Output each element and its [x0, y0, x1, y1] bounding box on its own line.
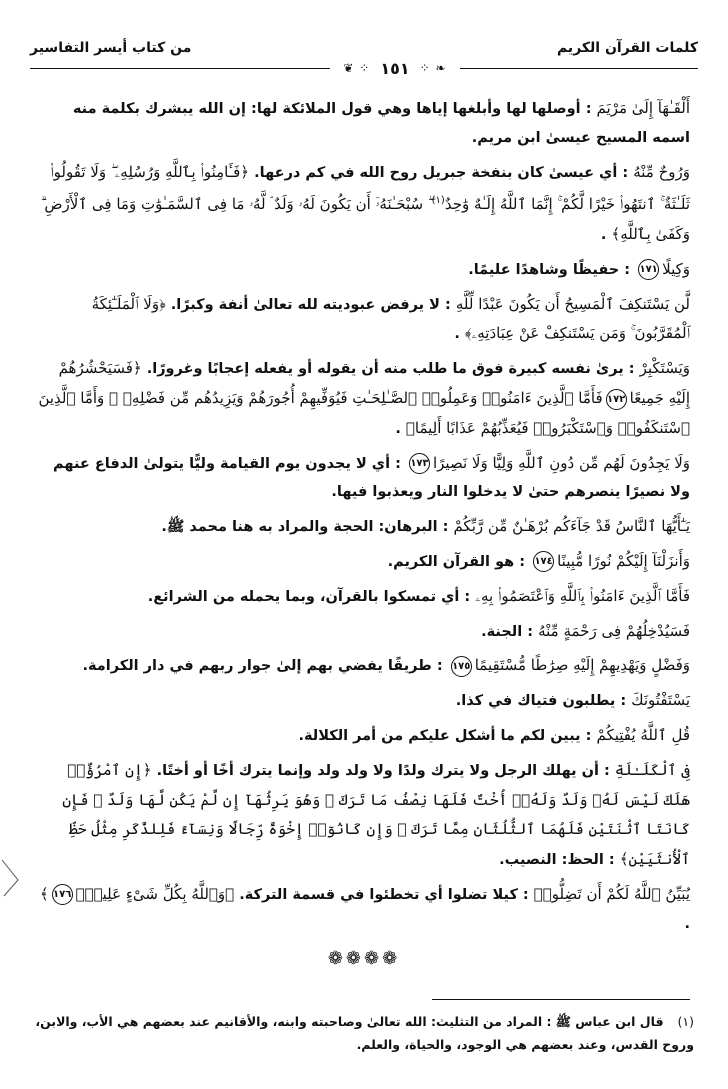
gloss-entry	[38, 547, 690, 577]
gloss-entry	[38, 617, 690, 647]
footnote-number: (١)	[677, 1014, 694, 1029]
explanation-text: : البرهان: الحجة والمراد به هنا محمد ﷺ.	[161, 519, 454, 536]
ornament-left: ❦ ⁘	[343, 61, 371, 75]
quran-text: وَيَسْتَكْبِرْ	[639, 359, 690, 378]
gloss-entry	[38, 512, 690, 542]
explanation-text: : أي لا يجدون يوم القيامة وليًّا يتولىٰ الدفاع عنهم ولا نصيرًا ينصرهم حتىٰ لا يدخلوا النار ويعذبوا فيها.	[53, 455, 690, 501]
explanation-text: : يبين لكم ما أشكل عليكم من أمر الكلالة.	[298, 727, 597, 744]
explanation-text: .	[600, 227, 612, 244]
explanation-text: : طريقًا يفضي بهم إلىٰ جوار ربهم في دار الكرامة.	[82, 658, 448, 675]
quran-text: فِى ٱلْكَلَـٰلَةِ	[614, 760, 690, 779]
gloss-entry	[38, 721, 690, 751]
quran-text: ﴿إِنِ ٱمْرُؤٌا۟ هَلَكَ لَيْسَ لَهُۥ وَلَدٌ وَلَهُۥٓ أُخْتٌ فَلَهَا نِصْفُ مَا تَرَكَ ۚ وَهُوَ يَرِثُهَآ إِن لَّمْ يَكُن لَّهَا وَلَدٌ ۚ فَإِن كَانَتَا ٱثْنَتَيْنِ فَلَهُمَا ٱلثُّلُثَانِ مِمَّا تَرَكَ ۚ وَإِن كَانُوٓا۟ إِخْوَةً رِّجَالًا وَنِسَآءً فَلِلذَّكَرِ مِثْلُ حَظِّ ٱلْأُنثَيَيْنِ﴾	[62, 760, 690, 869]
explanation-text: : يرىٰ نفسه كبيرة فوق ما طلب منه أن يقوله أو يفعله إعجابًا وغرورًا.	[141, 361, 640, 378]
quran-text: يَـٰٓأَيُّهَا ٱلنَّاسُ قَدْ جَآءَكُم بُرْهَـٰنٌ مِّن رَّبِّكُمْ	[453, 517, 690, 536]
verse-number-mark: ١٧٤	[533, 551, 554, 572]
explanation-text: : أوصلها لها وأبلغها إياها وهي قول الملائكة لها: إن الله يبشرك بكلمة منه اسمه المسيح عيسىٰ ابن مريم.	[72, 101, 690, 146]
section-divider: ❁❁❁❁	[327, 948, 401, 969]
gloss-entry	[38, 449, 690, 508]
gloss-entry	[38, 158, 690, 250]
running-title-left: من كتاب أيسر التفاسير	[30, 40, 192, 56]
gloss-entry	[38, 686, 690, 716]
verse-number-mark: ١٧١	[638, 259, 659, 280]
quran-text: ﴿فَـَٔامِنُوا۟ بِٱللَّهِ وَرُسُلِهِۦ ۖ وَلَا تَقُولُوا۟ ثَلَـٰثَةٌ ۚ ٱنتَهُوا۟ خَيْرًا لَّكُمْ ۚ إِنَّمَا ٱللَّهُ إِلَـٰهٌ وَٰحِدٌ	[50, 162, 690, 214]
quran-text: قُلِ ٱللَّهُ يُفْتِيكُمْ	[596, 725, 690, 744]
footnote	[34, 1010, 694, 1056]
page-header	[30, 30, 698, 86]
quran-text: ﴿وَلَا ٱلْمَلَـٰٓئِكَةُ ٱلْمُقَرَّبُونَ ۚ وَمَن يَسْتَنكِفْ عَنْ عِبَادَتِهِۦ﴾	[91, 294, 690, 343]
gloss-entry	[38, 94, 690, 153]
gloss-entry	[38, 582, 690, 612]
quran-text: ﴾	[39, 884, 49, 903]
explanation-text: : الحظ: النصيب.	[499, 852, 620, 869]
gloss-entry	[38, 354, 690, 443]
quran-text: فَأَمَّا ٱلَّذِينَ ءَامَنُوا۟ وَعَمِلُوا۟ ٱلصَّـٰلِحَـٰتِ فَيُوَفِّيهِمْ أُجُورَهُمْ وَيَزِيدُهُم مِّن فَضْلِهِۦ ۖ وَأَمَّا ٱلَّذِينَ ٱسْتَنكَفُوا۟ وَٱسْتَكْبَرُوا۟ فَيُعَذِّبُهُمْ عَذَابًا أَلِيمًا﴾	[38, 389, 690, 437]
margin-scribble-mark	[0, 858, 30, 898]
explanation-text: : الجنة.	[481, 623, 539, 640]
explanation-text: : يطلبون فتياك في كذا.	[455, 693, 632, 710]
quran-text: ۖ سُبْحَـٰنَهُۥٓ أَن يَكُونَ لَهُۥ وَلَدٌ ۘ لَّهُۥ مَا فِى ٱلسَّمَـٰوَٰتِ وَمَا فِى ٱلْأَرْضِ ۗ وَكَفَىٰ بِٱللَّهِ﴾	[40, 195, 690, 244]
running-title-right: كلمات القرآن الكريم	[556, 40, 698, 56]
gloss-entry	[38, 255, 690, 285]
gloss-entry	[38, 651, 690, 681]
explanation-text: .	[395, 420, 406, 437]
footnote-reference: (١)	[431, 195, 445, 207]
footnote-rule	[432, 999, 690, 1000]
ornament-right: ⁘ ❧	[419, 61, 447, 75]
explanation-text: : أي تمسكوا بالقرآن، وبما يحمله من الشرائع.	[147, 588, 476, 605]
explanation-text: .	[684, 915, 690, 932]
quran-text: يَسْتَفْتُونَكَ	[631, 691, 690, 710]
explanation-text: .	[454, 326, 465, 343]
gloss-entry	[38, 880, 690, 939]
explanation-text: : كيلا تضلوا أي تخطئوا في قسمة التركة.	[234, 886, 534, 903]
quran-text: وَفَضْلٍ وَيَهْدِيهِمْ إِلَيْهِ صِرَٰطًا مُّسْتَقِيمًا	[474, 656, 690, 675]
gloss-entry	[38, 756, 690, 875]
quran-text: فَسَيُدْخِلُهُمْ فِى رَحْمَةٍ مِّنْهُ	[538, 621, 690, 640]
explanation-text: : أي عيسىٰ كان بنفخة جبريل روح الله في كم درعها.	[249, 164, 634, 181]
quran-text: وَأَنزَلْنَآ إِلَيْكُمْ نُورًا مُّبِينًا	[557, 551, 690, 570]
explanation-text: : حفيظًا وشاهدًا عليمًا.	[468, 261, 636, 278]
quran-text: يُبَيِّنُ ٱللَّهُ لَكُمْ أَن تَضِلُّوا۟	[533, 884, 690, 903]
verse-number-mark: ١٧٦	[52, 884, 73, 905]
header-ornament	[330, 59, 460, 77]
quran-text: فَأَمَّا ٱلَّذِينَ ءَامَنُوا۟ بِٱللَّهِ وَٱعْتَصَمُوا۟ بِهِۦ	[475, 586, 690, 605]
verse-number-mark: ١٧٢	[606, 389, 627, 410]
quran-text: وَلَا يَجِدُونَ لَهُم مِّن دُونِ ٱللَّهِ وَلِيًّا وَلَا نَصِيرًا	[432, 453, 690, 472]
quran-text: أَلْقَـٰهَآ إِلَىٰ مَرْيَمَ	[596, 99, 690, 117]
footnote-text: قال ابن عباس ﷺ : المراد من التثليث: الله تعالىٰ وصاحبته وابنه، والأقانيم عند بعضهم هي الأب، والابن، وروح القدس، وعند بعضهم هي الوجود، والحياة، والعلم.	[35, 1014, 694, 1052]
explanation-text: : هو القرآن الكريم.	[387, 553, 531, 570]
verse-number-mark: ١٧٥	[451, 656, 472, 677]
quran-text: وَكِيلًا	[662, 259, 690, 278]
gloss-entry	[38, 290, 690, 350]
page-number: ١٥١	[380, 58, 410, 78]
quran-text: لَّن يَسْتَنكِفَ ٱلْمَسِيحُ أَن يَكُونَ عَبْدًا لِّلَّهِ	[455, 294, 690, 313]
quran-text: ﴿فَسَيَحْشُرُهُمْ إِلَيْهِ جَمِيعًا	[58, 359, 690, 407]
page-body	[38, 94, 690, 944]
quran-text: وَرُوحٌ مِّنْهُ	[633, 162, 690, 181]
quran-text: ﴿وَٱللَّهُ بِكُلِّ شَىْءٍ عَلِيمٌۢ	[75, 884, 235, 903]
explanation-text: : أن يهلك الرجل ولا يترك ولدًا ولا ولد ولد وإنما يترك أخًا أو أختًا.	[151, 762, 615, 779]
explanation-text: : لا يرفض عبوديته لله تعالىٰ أنفة وكبرًا.	[165, 296, 456, 313]
verse-number-mark: ١٧٣	[409, 453, 430, 474]
